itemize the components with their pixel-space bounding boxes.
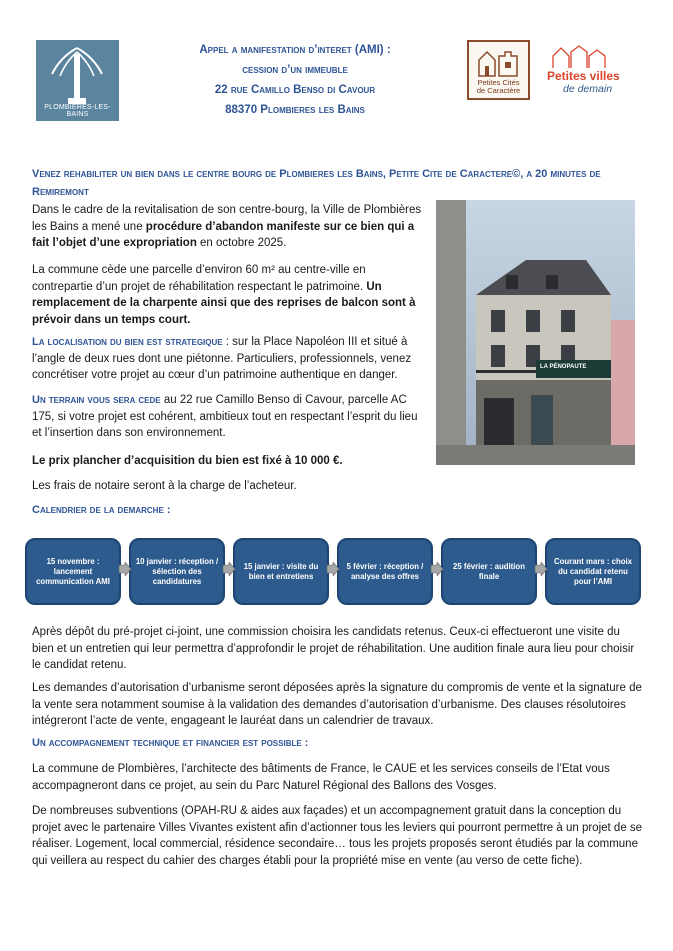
intro-paragraph-1 — [32, 202, 422, 252]
intro-p2-bold: Un remplacement de la charpente ainsi que des reprises de balcon sont à prévoir dans un temps court. — [32, 280, 416, 326]
after-paragraph-2: Les demandes d’autorisation d’urbanisme seront déposées après la signature du compromis de vente et la signature de la vente sera notamment soumise à la validation des demandes d’autorisation d’urbanisme. Des clauses résolutoires intégreront l’acte de vente, engageant le lauréat dans un calendrier de travaux. — [32, 682, 642, 727]
town-caption: PLOMBIÈRES-LES-BAINS — [44, 104, 111, 118]
arrow-right-icon — [223, 562, 235, 576]
timeline-step-5: 25 février : audition finale — [441, 538, 537, 605]
header-line2: cession d’un immeuble — [242, 64, 348, 76]
castle-icon — [469, 46, 528, 80]
pvd-line2: de demain — [563, 83, 613, 95]
terrain-lead: Un terrain vous sera cede — [32, 394, 161, 406]
intro-p1-end: en octobre 2025. — [196, 237, 287, 249]
petites-cites-logo — [467, 40, 530, 100]
arrow-right-icon — [119, 562, 131, 576]
timeline-step-6: Courant mars : choix du candidat retenu pour l’AMI — [545, 538, 641, 605]
building-illustration — [436, 200, 635, 465]
fountain-icon — [36, 40, 119, 110]
petites-villes-logo — [545, 44, 631, 102]
intro-paragraph-2 — [32, 262, 422, 328]
localisation-text: : sur la Place Napoléon III et situé à l’angle de deux rues dont une piétonne. Particuliers, professionnels, venez concrétiser votre projet au cœur d’un patrimoine authentique en danger. — [32, 336, 412, 381]
intro-p2-start: La commune cède une parcelle d’environ 60 m² au centre-ville en contrepartie d’un projet de réhabilitation respectant le patrimoine. — [32, 264, 367, 293]
building-photo — [436, 200, 635, 465]
pvd-line1: Petites villes — [547, 69, 620, 83]
intro-p1-bold: procédure d’abandon manifeste sur ce bien qui a fait l’objet d’une expropriation — [32, 220, 415, 249]
support-title: Un accompagnement technique et financier est possible : — [32, 737, 309, 749]
support-paragraph-2: De nombreuses subventions (OPAH-RU & aides aux façades) et un accompagnement gratuit dans la conception du projet avec le partenaire Villes Vivantes existent afin d’actionner tous les leviers qui pourront permettre à un projet de se réaliser. Logement, local commercial, résidence secondaire… tous les projets proposés seront étudiés par la commune qui veillera au respect du cahier des charges établi pour la propriété mise en vente (au verso de cette fiche). — [32, 805, 643, 867]
shop-sign: LA PÉNOPAUTE — [540, 364, 587, 370]
houses-icon — [545, 44, 631, 70]
pcc-caption — [469, 79, 528, 95]
fees-text: Les frais de notaire seront à la charge de l’acheteur. — [32, 480, 297, 492]
terrain-text: au 22 rue Camillo Benso di Cavour, parcelle AC 175, si votre projet est cohérent, ambitieux tout en respectant l’esprit du lieu et l’insertion dans son environnement. — [32, 394, 418, 439]
calendar-title: Calendrier de la demarche : — [32, 504, 171, 516]
main-title: Venez rehabiliter un bien dans le centre bourg de Plombieres les Bains, Petite Cite de Caractere©, a 20 minutes de Remiremont — [32, 168, 601, 198]
arrow-right-icon — [327, 562, 339, 576]
header-line3: 22 rue Camillo Benso di Cavour — [214, 84, 376, 96]
pcc-caption-line2: de Caractère — [476, 86, 521, 95]
plombieres-logo — [36, 40, 119, 121]
timeline-step-4: 5 février : réception / analyse des offres — [337, 538, 433, 605]
pcc-caption-line1: Petites Cités — [477, 78, 520, 87]
arrow-right-icon — [535, 562, 547, 576]
arrow-right-icon — [431, 562, 443, 576]
support-paragraph-1: La commune de Plombières, l’architecte des bâtiments de France, le CAUE et les services conseils de l’Etat vous accompagneront dans ce projet, au sein du Parc Naturel Régional des Ballons des Vosges. — [32, 763, 610, 792]
localisation-lead: La localisation du bien est strategique — [32, 336, 223, 348]
timeline-step-1: 15 novembre : lancement communication AMI — [25, 538, 121, 605]
intro-p1-start: Dans le cadre de la revitalisation de son centre-bourg, la Ville de Plombières les Bains a mené une — [32, 204, 422, 233]
localisation-paragraph — [32, 334, 422, 384]
after-paragraph-1: Après dépôt du pré-projet ci-joint, une commission choisira les candidats retenus. Ceux-ci effectueront une visite du bien et un entretien qui leur permettra d’approfondir le projet de réhabilitation. Une audition finale aura lieu pour choisir le candidat retenu. — [32, 626, 635, 671]
terrain-paragraph — [32, 392, 422, 442]
timeline-step-2: 10 janvier : réception / sélection des candidatures — [129, 538, 225, 605]
document-header — [140, 40, 450, 120]
price-text: Le prix plancher d’acquisition du bien est fixé à 10 000 €. — [32, 455, 343, 467]
timeline-step-3: 15 janvier : visite du bien et entretiens — [233, 538, 329, 605]
header-line1: Appel a manifestation d’interet (AMI) : — [199, 44, 391, 56]
header-line4: 88370 Plombieres les Bains — [225, 104, 365, 116]
